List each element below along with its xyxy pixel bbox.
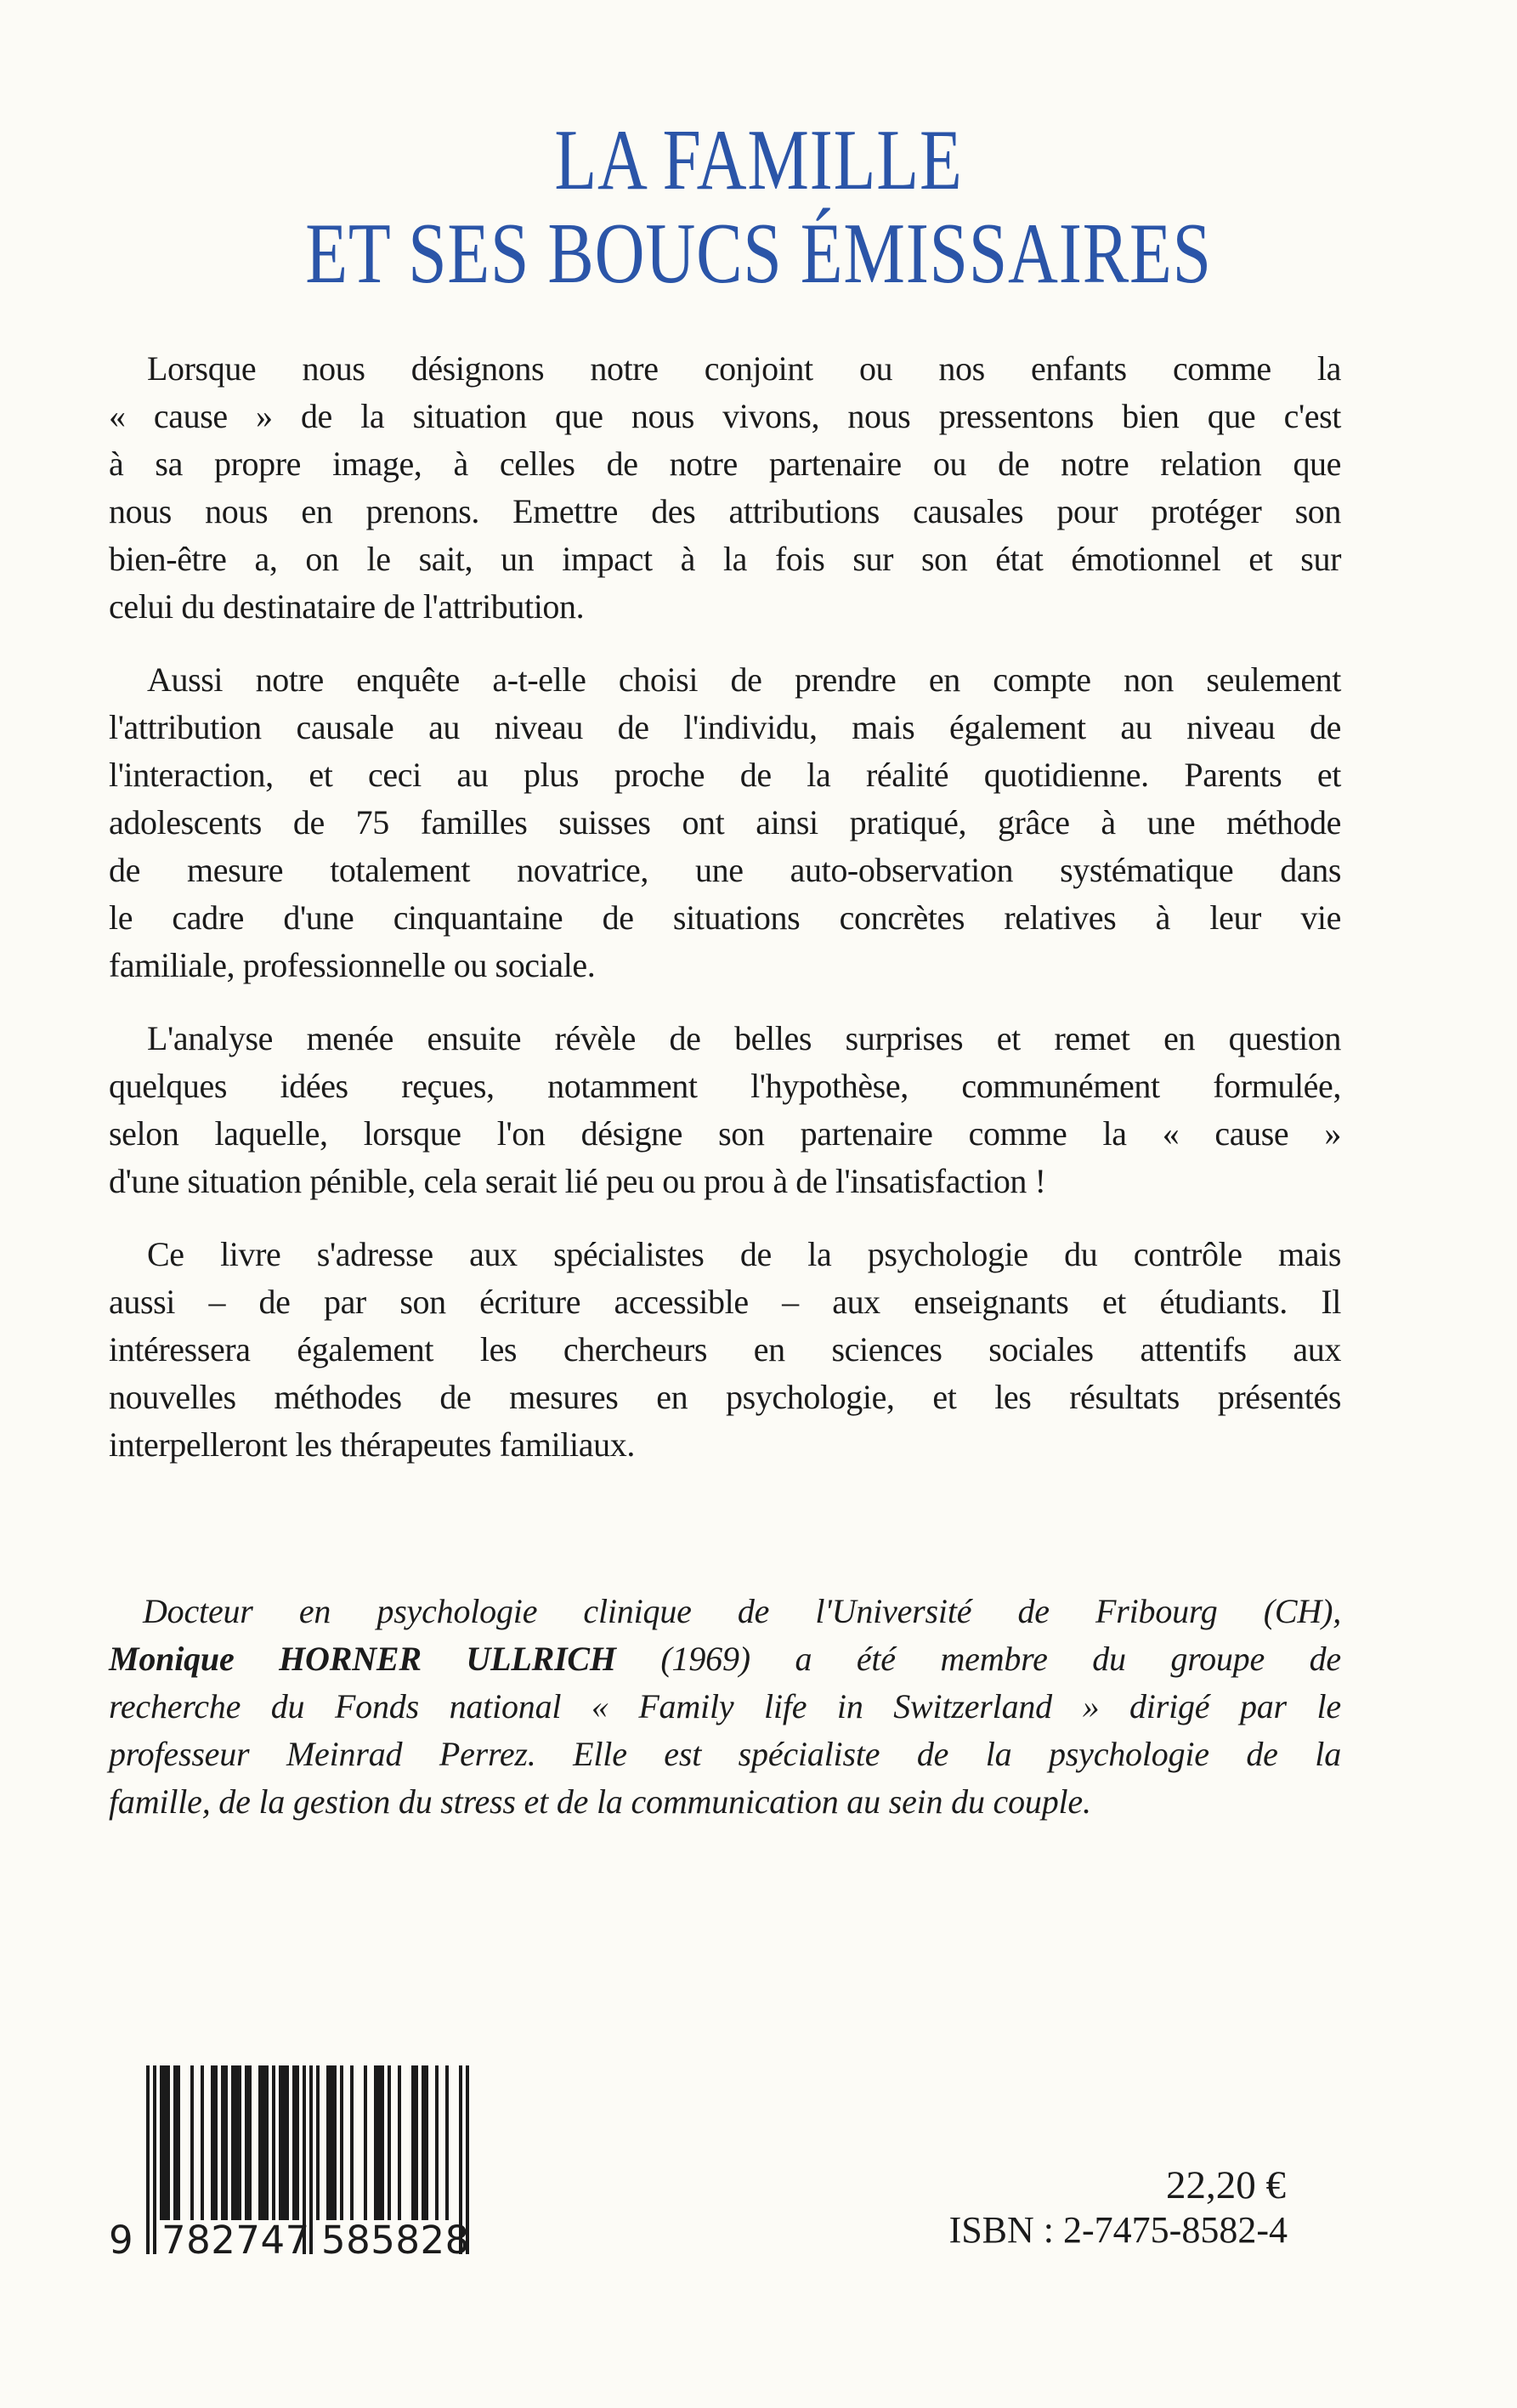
blurb-line: le cadre d'une cinquantaine de situations concrètes relatives à leur vie — [109, 898, 1341, 937]
barcode-bar — [146, 2065, 150, 2254]
barcode-bar — [398, 2065, 401, 2220]
blurb-line: d'une situation pénible, cela serait lié peu ou prou à de l'insatisfaction ! — [109, 1162, 1046, 1200]
blurb-line: quelques idées reçues, notamment l'hypothèse, communément formulée, — [109, 1067, 1341, 1105]
blurb-line: nouvelles méthodes de mesures en psychologie, et les résultats présentés — [109, 1378, 1341, 1416]
blurb-paragraph-1 — [109, 345, 1341, 631]
blurb-line: nous nous en prenons. Emettre des attributions causales pour protéger son — [109, 492, 1341, 530]
blurb-paragraph-4 — [109, 1231, 1341, 1469]
author-name: Monique HORNER ULLRICH — [109, 1640, 616, 1678]
blurb-paragraph-2 — [109, 656, 1341, 989]
isbn-number: ISBN : 2-7475-8582-4 — [948, 2209, 1288, 2251]
barcode-bar — [272, 2065, 275, 2220]
barcode-bar — [201, 2065, 204, 2220]
barcode-left-digits: 782747 — [161, 2218, 310, 2263]
barcode-bar — [445, 2065, 449, 2220]
barcode-bar — [160, 2065, 170, 2220]
barcode-bar — [411, 2065, 418, 2220]
price: 22,20 € — [1166, 2163, 1286, 2207]
barcode-bar — [364, 2065, 367, 2220]
blurb-line: adolescents de 75 familles suisses ont ainsi pratiqué, grâce à une méthode — [109, 803, 1341, 841]
blurb-line: Ce livre s'adresse aux spécialistes de la psychologie du contrôle mais — [147, 1235, 1341, 1273]
blurb-line: familiale, professionnelle ou sociale. — [109, 946, 596, 984]
bio-line — [109, 1635, 1341, 1683]
blurb-line: de mesure totalement novatrice, une auto-observation systématique dans — [109, 851, 1341, 889]
barcode-bar — [245, 2065, 252, 2220]
author-bio — [109, 1588, 1341, 1826]
book-title-line-2: ET SES BOUCS ÉMISSAIRES — [305, 206, 1212, 302]
bio-line: famille, de la gestion du stress et de la communication au sein du couple. — [109, 1782, 1091, 1821]
barcode-bar — [292, 2065, 299, 2220]
barcode-bar — [340, 2065, 343, 2220]
barcode-bar — [153, 2065, 156, 2254]
barcode-bar — [190, 2065, 194, 2220]
barcode-bar — [388, 2065, 391, 2220]
bio-line: professeur Meinrad Perrez. Elle est spécialiste de la psychologie de la — [109, 1735, 1341, 1773]
barcode — [109, 2065, 483, 2269]
bio-line-text: (1969) a été membre du groupe de — [615, 1640, 1341, 1678]
bio-line: Docteur en psychologie clinique de l'Université de Fribourg (CH), — [143, 1592, 1341, 1630]
barcode-bar — [374, 2065, 384, 2220]
barcode-bar — [316, 2065, 320, 2220]
back-cover-blurb — [109, 345, 1341, 1494]
barcode-bar — [173, 2065, 180, 2220]
blurb-line: l'interaction, et ceci au plus proche de la réalité quotidienne. Parents et — [109, 756, 1341, 794]
book-title — [0, 114, 1517, 301]
book-title-line-1: LA FAMILLE — [554, 112, 963, 208]
blurb-line: L'analyse menée ensuite révèle de belles surprises et remet en question — [147, 1019, 1341, 1057]
barcode-bar — [231, 2065, 241, 2220]
blurb-line: celui du destinataire de l'attribution. — [109, 587, 585, 626]
blurb-line: « cause » de la situation que nous vivons, nous pressentons bien que c'est — [109, 397, 1341, 435]
barcode-bar — [326, 2065, 337, 2220]
blurb-line: à sa propre image, à celles de notre partenaire ou de notre relation que — [109, 445, 1341, 483]
blurb-line: interpelleront les thérapeutes familiaux. — [109, 1425, 635, 1464]
barcode-bar — [435, 2065, 439, 2220]
blurb-line: bien-être a, on le sait, un impact à la fois sur son état émotionnel et sur — [109, 540, 1341, 578]
bio-line: recherche du Fonds national « Family life in Switzerland » dirigé par le — [109, 1687, 1341, 1725]
blurb-line: intéressera également les chercheurs en sciences sociales attentifs aux — [109, 1330, 1341, 1368]
blurb-line: selon laquelle, lorsque l'on désigne son partenaire comme la « cause » — [109, 1114, 1341, 1153]
barcode-bar — [350, 2065, 354, 2220]
blurb-line: aussi – de par son écriture accessible – aux enseignants et étudiants. Il — [109, 1283, 1341, 1321]
barcode-right-digits: 585828 — [321, 2218, 470, 2263]
barcode-bar — [279, 2065, 289, 2220]
barcode-bar — [258, 2065, 269, 2220]
blurb-paragraph-3 — [109, 1015, 1341, 1205]
blurb-line: Aussi notre enquête a-t-elle choisi de prendre en compte non seulement — [147, 660, 1341, 699]
barcode-bar — [221, 2065, 228, 2220]
barcode-bar — [422, 2065, 428, 2220]
barcode-bar — [211, 2065, 218, 2220]
barcode-lead-digit: 9 — [109, 2218, 134, 2263]
blurb-line: Lorsque nous désignons notre conjoint ou nos enfants comme la — [147, 349, 1341, 388]
blurb-line: l'attribution causale au niveau de l'individu, mais également au niveau de — [109, 708, 1341, 746]
